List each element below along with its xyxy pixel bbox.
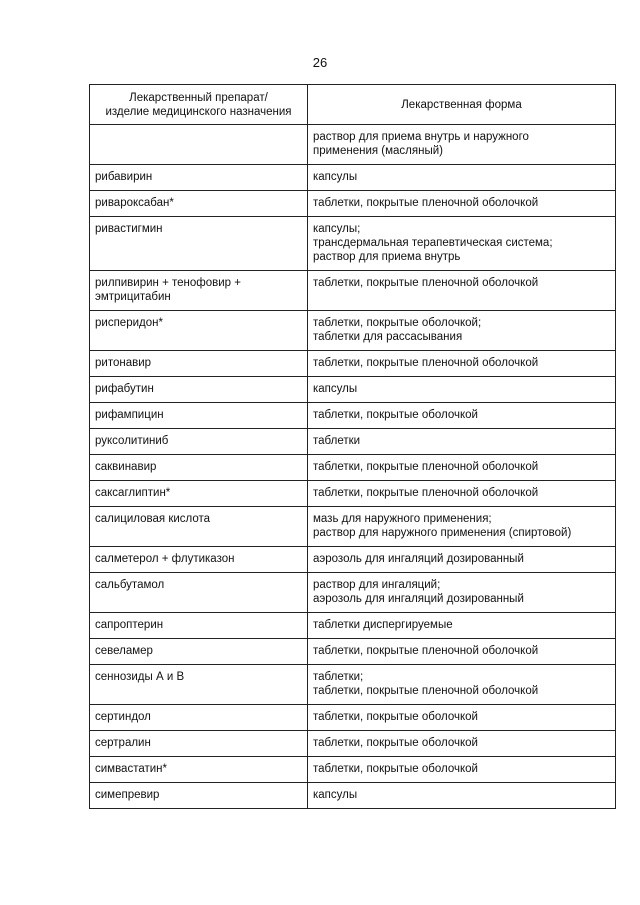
drug-name: рисперидон* xyxy=(95,317,163,329)
dosage-form: раствор для приема внутрь xyxy=(313,251,461,263)
drug-name: ритонавир xyxy=(95,357,152,369)
dosage-form-cell xyxy=(308,351,616,377)
drug-name: сеннозиды А и В xyxy=(95,671,185,683)
dosage-form-cell xyxy=(308,481,616,507)
dosage-form-cell xyxy=(308,613,616,639)
dosage-form: таблетки, покрытые пленочной оболочкой xyxy=(313,487,539,499)
drug-name: рибавирин xyxy=(95,171,153,183)
drug-name-cell xyxy=(90,547,308,573)
drug-name: ривастигмин xyxy=(95,223,163,235)
dosage-form-cell xyxy=(308,191,616,217)
drug-name-cell xyxy=(90,639,308,665)
drug-name: сертралин xyxy=(95,737,151,749)
dosage-form-cell xyxy=(308,429,616,455)
dosage-form: раствор для ингаляций; xyxy=(313,579,441,591)
dosage-form-cell xyxy=(308,665,616,705)
dosage-form: таблетки, покрытые пленочной оболочкой xyxy=(313,277,539,289)
drug-name: сальбутамол xyxy=(95,579,165,591)
dosage-form: таблетки, покрытые оболочкой; xyxy=(313,317,482,329)
table-row xyxy=(90,165,616,191)
drug-name-cell xyxy=(90,665,308,705)
table-row xyxy=(90,705,616,731)
dosage-form: таблетки, покрытые оболочкой xyxy=(313,737,478,749)
drug-name-cell xyxy=(90,165,308,191)
dosage-form-cell xyxy=(308,757,616,783)
dosage-form-cell xyxy=(308,731,616,757)
drug-name: севеламер xyxy=(95,645,153,657)
dosage-form: таблетки для рассасывания xyxy=(313,331,463,343)
drug-name: саксаглиптин* xyxy=(95,487,171,499)
drug-name: салициловая кислота xyxy=(95,513,211,525)
drug-name: рилпивирин + тенофовир + xyxy=(95,277,241,289)
table-row xyxy=(90,311,616,351)
drug-name-cell xyxy=(90,705,308,731)
dosage-form-cell xyxy=(308,165,616,191)
dosage-form: трансдермальная терапевтическая система; xyxy=(313,237,553,249)
dosage-form: таблетки, покрытые пленочной оболочкой xyxy=(313,197,539,209)
dosage-form: таблетки диспергируемые xyxy=(313,619,453,631)
dosage-form: аэрозоль для ингаляций дозированный xyxy=(313,593,524,605)
dosage-form: таблетки, покрытые оболочкой xyxy=(313,409,478,421)
dosage-form: таблетки, покрытые пленочной оболочкой xyxy=(313,461,539,473)
table-row xyxy=(90,125,616,165)
drug-name: симепревир xyxy=(95,789,160,801)
dosage-form: капсулы xyxy=(313,171,358,183)
table-row xyxy=(90,271,616,311)
drug-name-cell xyxy=(90,311,308,351)
dosage-form: аэрозоль для ингаляций дозированный xyxy=(313,553,524,565)
dosage-form-cell xyxy=(308,705,616,731)
drug-name-cell xyxy=(90,731,308,757)
drug-name-cell xyxy=(90,377,308,403)
dosage-form: капсулы; xyxy=(313,223,361,235)
dosage-form-cell xyxy=(308,403,616,429)
dosage-form-cell xyxy=(308,639,616,665)
drug-name-cell xyxy=(90,125,308,165)
dosage-form-cell xyxy=(308,783,616,809)
drug-table xyxy=(89,84,616,809)
dosage-form-cell xyxy=(308,377,616,403)
table-row xyxy=(90,783,616,809)
dosage-form: таблетки, покрытые пленочной оболочкой xyxy=(313,357,539,369)
dosage-form: раствор для приема внутрь и наружного xyxy=(313,131,529,143)
table-row xyxy=(90,481,616,507)
drug-name-cell xyxy=(90,573,308,613)
drug-name: салметерол + флутиказон xyxy=(95,553,235,565)
drug-name: симвастатин* xyxy=(95,763,168,775)
dosage-form-cell xyxy=(308,271,616,311)
drug-name: ривароксабан* xyxy=(95,197,174,209)
dosage-form: раствор для наружного применения (спиртовой) xyxy=(313,527,572,539)
dosage-form-cell xyxy=(308,125,616,165)
drug-name-cell xyxy=(90,783,308,809)
dosage-form-cell xyxy=(308,573,616,613)
table-row xyxy=(90,217,616,271)
table-row xyxy=(90,507,616,547)
dosage-form: мазь для наружного применения; xyxy=(313,513,492,525)
page-number: 26 xyxy=(312,55,328,70)
dosage-form: таблетки; xyxy=(313,671,364,683)
drug-name-cell xyxy=(90,613,308,639)
dosage-form-cell xyxy=(308,217,616,271)
drug-name-cell xyxy=(90,191,308,217)
table-row xyxy=(90,613,616,639)
dosage-form: капсулы xyxy=(313,383,358,395)
drug-name-cell xyxy=(90,481,308,507)
table-row xyxy=(90,547,616,573)
dosage-form: таблетки, покрытые оболочкой xyxy=(313,711,478,723)
table-row xyxy=(90,665,616,705)
table-row xyxy=(90,351,616,377)
table-row xyxy=(90,731,616,757)
table-row xyxy=(90,639,616,665)
dosage-form: применения (масляный) xyxy=(313,145,443,157)
drug-name-cell xyxy=(90,217,308,271)
drug-name-cell xyxy=(90,507,308,547)
table-row xyxy=(90,455,616,481)
drug-name: сапроптерин xyxy=(95,619,164,631)
drug-name: эмтрицитабин xyxy=(95,291,171,303)
dosage-form: капсулы xyxy=(313,789,358,801)
table-row xyxy=(90,429,616,455)
dosage-form: таблетки xyxy=(313,435,361,447)
table-header-row xyxy=(90,85,616,125)
dosage-form-cell xyxy=(308,507,616,547)
header-drug-name: Лекарственный препарат/ изделие медицинского назначения xyxy=(90,85,308,125)
drug-name-cell xyxy=(90,403,308,429)
dosage-form-cell xyxy=(308,455,616,481)
drug-name-cell xyxy=(90,455,308,481)
drug-name-cell xyxy=(90,429,308,455)
drug-name-cell xyxy=(90,351,308,377)
header-dosage-form: Лекарственная форма xyxy=(308,85,616,125)
dosage-form: таблетки, покрытые пленочной оболочкой xyxy=(313,645,539,657)
drug-name: саквинавир xyxy=(95,461,157,473)
drug-name: рифабутин xyxy=(95,383,154,395)
drug-name: рифампицин xyxy=(95,409,164,421)
table-row xyxy=(90,757,616,783)
table-body xyxy=(90,125,616,809)
table-row xyxy=(90,573,616,613)
dosage-form: таблетки, покрытые оболочкой xyxy=(313,763,478,775)
dosage-form-cell xyxy=(308,547,616,573)
drug-name-cell xyxy=(90,757,308,783)
drug-name: руксолитиниб xyxy=(95,435,169,447)
drug-name-cell xyxy=(90,271,308,311)
dosage-form-cell xyxy=(308,311,616,351)
table-row xyxy=(90,377,616,403)
drug-name: сертиндол xyxy=(95,711,151,723)
dosage-form: таблетки, покрытые пленочной оболочкой xyxy=(313,685,539,697)
table-row xyxy=(90,191,616,217)
table-row xyxy=(90,403,616,429)
